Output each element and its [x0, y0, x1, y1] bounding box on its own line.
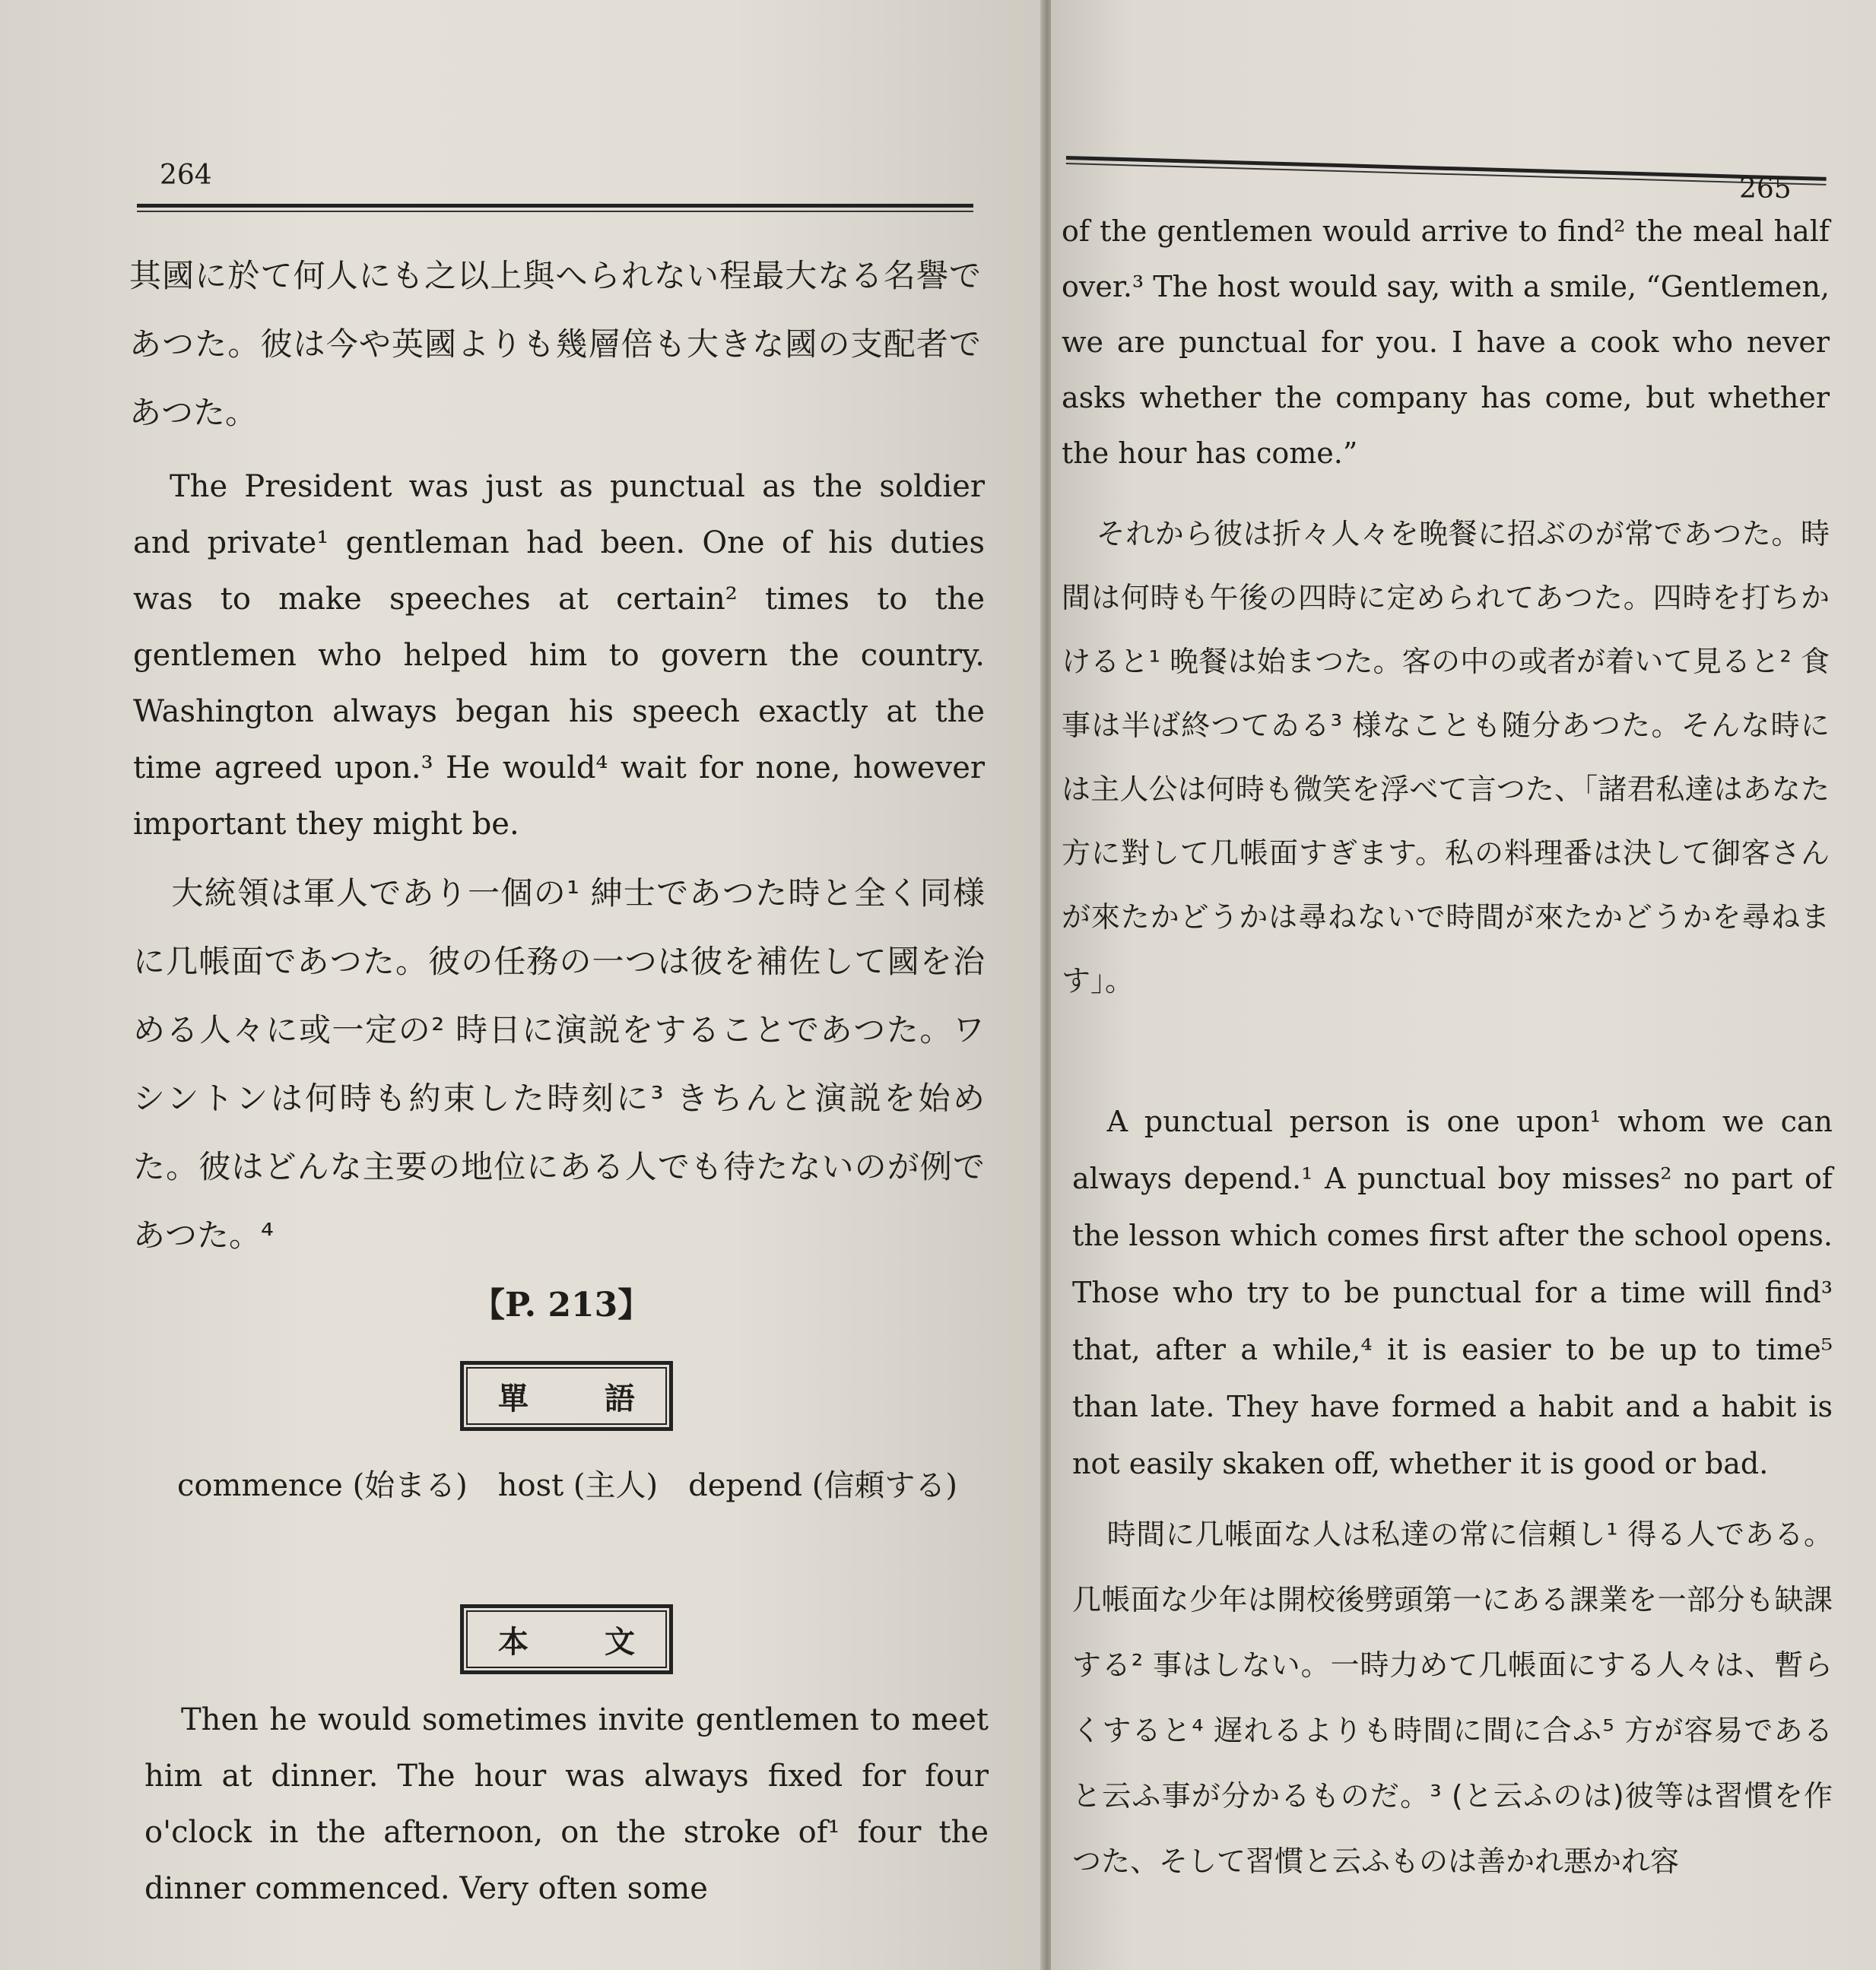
text-heading-char-2: 文 — [605, 1624, 635, 1660]
header-rule-left — [137, 204, 973, 208]
jp-continuation: 其國に於て何人にも之以上與へられない程最大なる名譽であつた。彼は今や英國よりも幾層倍も大きな國の支配者であつた。 — [129, 257, 981, 431]
page-number-right: 265 — [1739, 173, 1792, 205]
text-heading-char-1: 本 — [498, 1624, 529, 1660]
text-heading-box — [460, 1604, 673, 1674]
jp-paragraph-left: 大統領は軍人であり一個の¹ 紳士であつた時と全く同様に几帳面であつた。彼の任務の一つは彼を補佐して國を治める人々に或一定の² 時日に演説をすることであつた。ワシントンは何時も約束した時刻に³ きちんと演説を始めた。彼はどんな主要の地位にある人でも待たないのが例であつた。⁴ — [133, 874, 985, 1254]
page-number-left: 264 — [160, 160, 212, 191]
jp-passage-right: それから彼は折々人々を晩餐に招ぶのが常であつた。時間は何時も午後の四時に定められてあつた。四時を打ちかけると¹ 晩餐は始まつた。客の中の或者が着いて見ると² 食事は半ば終つてゐる³ 様なことも随分あつた。そんな時には主人公は何時も微笑を浮べて言つた、「諸君私達はあなた方に對して几帳面すぎます。私の料理番は決して御客さんが來たかどうかは尋ねないで時間が來たかどうかを尋ねます」。 — [1062, 517, 1830, 998]
jp-paragraph-right: 時間に几帳面な人は私達の常に信頼し¹ 得る人である。几帳面な少年は開校後劈頭第一にある課業を一部分も缺課する² 事はしない。一時力めて几帳面にする人々は、暫らくすると⁴ 遅れるよりも時間に間に合ふ⁵ 方が容易であると云ふ事が分かるものだ。³ (と云ふのは)彼等は習慣を作つた、そして習慣と云ふものは善かれ悪かれ容 — [1072, 1518, 1833, 1878]
en-passage-right: of the gentlemen would arrive to find² the meal half over.³ The host would say, with a smile, “Gentlemen, we are punctual for you. I have a cook who never asks whether the company has come, but whether the hour has come.” — [1062, 214, 1830, 470]
en-paragraph-left: The President was just as punctual as the soldier and private¹ gentleman had been. One of his duties was to make speeches at certain² times to the gentlemen who helped him to govern the country. Washington always began his speech exactly at the time agreed upon.³ He would⁴ wait for none, however important they might be. — [133, 469, 985, 842]
en-passage-left: Then he would sometimes invite gentlemen to meet him at dinner. The hour was always fixed for four o'clock in the afternoon, on the stroke of¹ four the dinner commenced. Very often some — [144, 1702, 989, 1906]
vocab-heading-char-1: 單 — [498, 1381, 529, 1416]
right-page — [1051, 0, 1876, 1970]
header-rule-right — [1066, 156, 1827, 181]
en-paragraph-right: A punctual person is one upon¹ whom we can always depend.¹ A punctual boy misses² no part of the lesson which comes first after the school opens. Those who try to be punctual for a time will find³ that, after a while,⁴ it is easier to be up to time⁵ than late. They have formed a habit and a habit is not easily skaken off, whether it is good or bad. — [1072, 1105, 1833, 1480]
page-reference: 【P. 213】 — [471, 1286, 652, 1324]
vocab-heading-box — [460, 1361, 673, 1431]
vocab-list: commence (始まる) host (主人) depend (信頼する) — [177, 1468, 957, 1503]
vocab-heading-char-2: 語 — [605, 1381, 635, 1416]
